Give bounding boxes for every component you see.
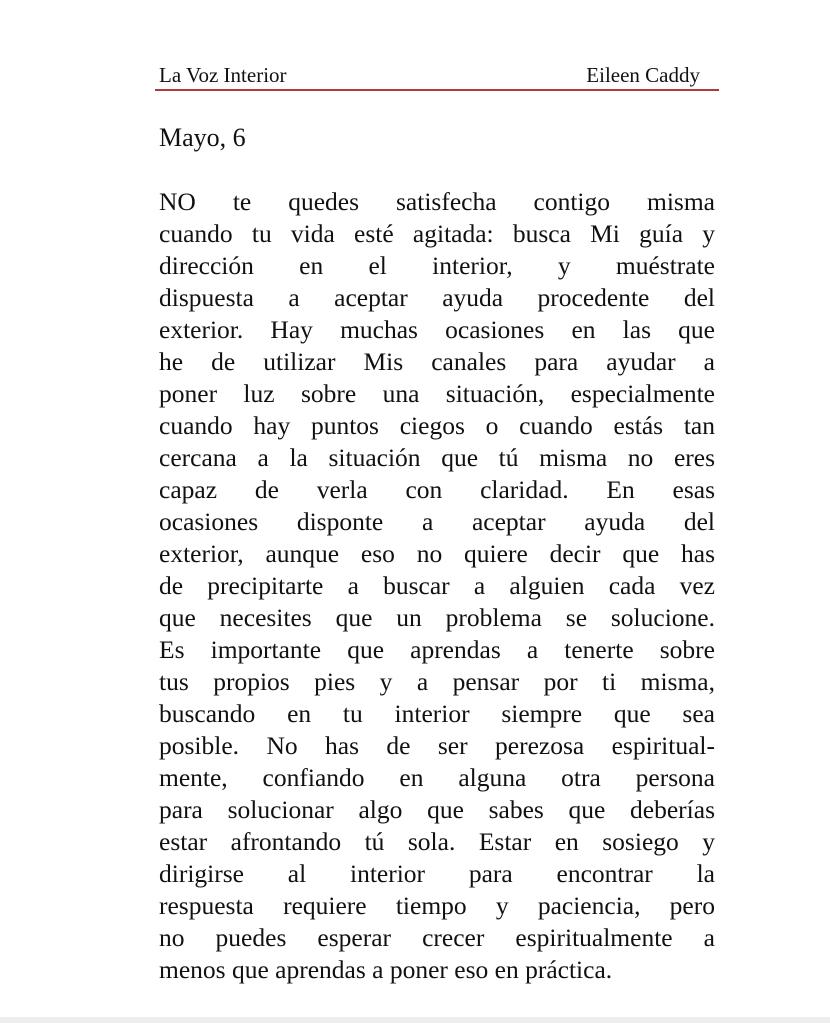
text-line: cuando tu vida esté agitada: busca Mi guía y [159, 219, 715, 248]
text-line: he de utilizar Mis canales para ayudar a [159, 347, 715, 376]
text-line: estar afrontando tú sola. Estar en sosiego y [159, 827, 715, 856]
text-line: posible. No has de ser perezosa espiritual- [159, 731, 715, 760]
text-line: dirección en el interior, y muéstrate [159, 251, 715, 280]
text-line: dirigirse al interior para encontrar la [159, 859, 715, 888]
book-title: La Voz Interior [159, 63, 287, 87]
page-header [155, 60, 719, 91]
text-line: tus propios pies y a pensar por ti misma, [159, 667, 715, 696]
text-line: Es importante que aprendas a tenerte sobre [159, 635, 715, 664]
text-line: no puedes esperar crecer espiritualmente a [159, 923, 715, 952]
text-line: cercana a la situación que tú misma no eres [159, 443, 715, 472]
text-line: para solucionar algo que sabes que deberías [159, 795, 715, 824]
entry-body [159, 186, 715, 986]
bottom-bar [0, 1017, 830, 1023]
text-line: mente, confiando en alguna otra persona [159, 763, 715, 792]
entry-date: Mayo, 6 [159, 123, 246, 152]
text-line: de precipitarte a buscar a alguien cada vez [159, 571, 715, 600]
text-line: capaz de verla con claridad. En esas [159, 475, 715, 504]
text-line: menos que aprendas a poner eso en práctica. [159, 955, 613, 984]
text-line: exterior. Hay muchas ocasiones en las que [159, 315, 715, 344]
text-line: NO te quedes satisfecha contigo misma [159, 187, 715, 216]
author-name: Eileen Caddy [586, 63, 700, 87]
text-line: exterior, aunque eso no quiere decir que has [159, 539, 715, 568]
text-line: ocasiones disponte a aceptar ayuda del [159, 507, 715, 536]
text-line: cuando hay puntos ciegos o cuando estás tan [159, 411, 715, 440]
text-line: dispuesta a aceptar ayuda procedente del [159, 283, 715, 312]
text-line: que necesites que un problema se solucione. [159, 603, 715, 632]
text-line: respuesta requiere tiempo y paciencia, pero [159, 891, 715, 920]
text-line: poner luz sobre una situación, especialmente [159, 379, 715, 408]
text-line: buscando en tu interior siempre que sea [159, 699, 715, 728]
